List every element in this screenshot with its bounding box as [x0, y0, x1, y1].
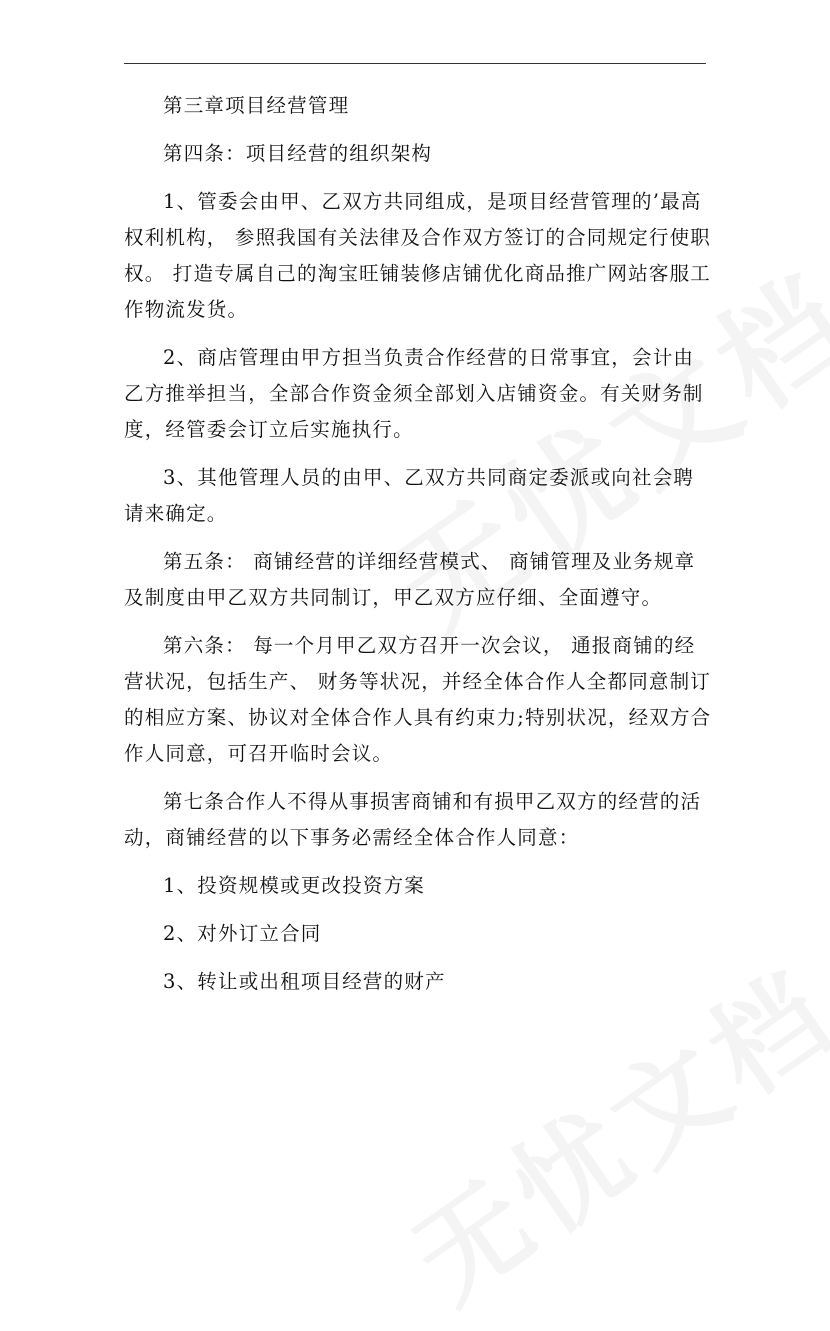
article-7-paragraph: 第七条合作人不得从事损害商铺和有损甲乙双方的经营的活动，商铺经营的以下事务必需经全体合作人同意：	[124, 790, 702, 849]
article-5-paragraph: 第五条： 商铺经营的详细经营模式、 商铺管理及业务规章及制度由甲乙双方共同制订，甲乙双方应仔细、全面遵守。	[124, 550, 696, 609]
document-body	[124, 88, 714, 1012]
list-item: 1、投资规模或更改投资方案	[163, 874, 426, 897]
article-4-heading: 第四条：项目经营的组织架构	[163, 142, 433, 165]
list-item: 3、转让或出租项目经营的财产	[163, 970, 446, 993]
list-item: 2、对外订立合同	[163, 922, 322, 945]
header-rule	[124, 63, 706, 64]
paragraph: 3、其他管理人员的由甲、乙双方共同商定委派或向社会聘请来确定。	[124, 466, 695, 525]
paragraph: 2、商店管理由甲方担当负责合作经营的日常事宜，会计由乙方推举担当，全部合作资金须全部划入店铺资金。有关财务制度，经管委会订立后实施执行。	[124, 346, 704, 441]
article-6-paragraph: 第六条： 每一个月甲乙双方召开一次会议， 通报商铺的经营状况，包括生产、 财务等状况，并经全体合作人全都同意制订的相应方案、协议对全体合作人具有约束力;特别状况，经双方合作人同意，可召开临时会议。	[124, 634, 712, 765]
paragraph: 1、管委会由甲、乙双方共同组成，是项目经营管理的’最高权利机构， 参照我国有关法律及合作双方签订的合同规定行使职权。 打造专属自己的淘宝旺铺装修店铺优化商品推广网站客服工作物流发货。	[124, 190, 711, 321]
chapter-heading: 第三章项目经营管理	[163, 94, 350, 117]
